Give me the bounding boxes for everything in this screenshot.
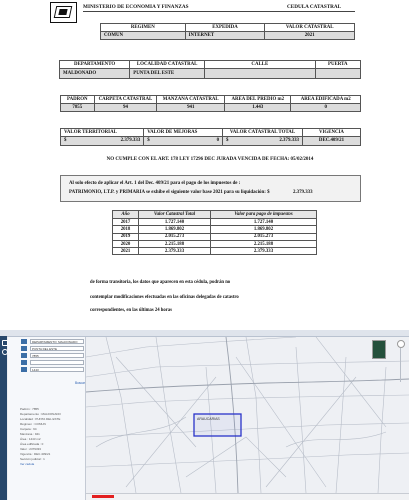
- history-year: 2018: [113, 226, 139, 233]
- history-valor: 1.869.802: [139, 226, 211, 233]
- manzana-value: 941: [157, 103, 225, 111]
- history-year: 2019: [113, 233, 139, 240]
- search-button[interactable]: Buscar: [75, 381, 85, 385]
- carpeta-value: 94: [94, 103, 157, 111]
- padron-header: PADRON: [61, 96, 95, 104]
- puerta-value: [315, 68, 360, 78]
- regimen-table: [100, 23, 355, 40]
- history-pago-header: Valor para pago de impuestos: [211, 211, 317, 219]
- info-line: Departamento : MALDONADO: [20, 412, 61, 416]
- vigencia-header: VIGENCIA: [302, 129, 360, 137]
- tax-base-line-2: PATRIMONIO, I.T.P. y PRIMARIA se exhibe el siguiente valor base 2021 para su liquidación: $: [69, 190, 270, 195]
- area-predio-header: AREA DEL PREDIO m2: [225, 96, 291, 104]
- history-valor: 2.015.273: [139, 233, 211, 240]
- search-icon[interactable]: [2, 349, 8, 355]
- map-top-bar: [0, 330, 409, 337]
- history-row: [113, 240, 317, 247]
- document-type: CEDULA CATASTRAL: [287, 4, 342, 10]
- history-row: [113, 226, 317, 233]
- history-year: 2017: [113, 219, 139, 226]
- info-line: Área : 1443 m2: [20, 437, 41, 441]
- currency-symbol: $: [64, 138, 67, 143]
- valor-catastral-header: VALOR CATASTRAL: [265, 24, 355, 32]
- info-line: Localidad : PUNTA DEL ESTE: [20, 417, 61, 421]
- history-year-header: Año: [113, 211, 139, 219]
- map-left-nav: [0, 336, 7, 500]
- parcel-label: ARAUCARIAS: [197, 417, 220, 421]
- localidad-header: LOCALIDAD CATASTRAL: [130, 61, 205, 69]
- valor-mejoras-cell: [144, 136, 223, 145]
- footer-line-3: correspondientes, en las últimas 24 horas: [90, 308, 172, 313]
- history-valor: 2.215.188: [139, 240, 211, 247]
- history-pago: 2.215.188: [211, 240, 317, 247]
- expedida-value: INTERNET: [185, 31, 265, 39]
- history-valor-header: Valor Catastral Total: [139, 211, 211, 219]
- info-line: Valor : 2379333: [20, 447, 41, 451]
- valor-total-cell: [223, 136, 303, 145]
- history-valor: 1.727.140: [139, 219, 211, 226]
- footer-line-2: contemplar modificaciones efectuadas en las oficinas delegadas de catastro: [90, 295, 239, 300]
- filter-icon: [21, 353, 27, 358]
- departamento-header: DEPARTAMENTO: [60, 61, 130, 69]
- valor-mejoras-header: VALOR DE MEJORAS: [144, 129, 223, 137]
- carpeta-header: CARPETA CATASTRAL: [94, 96, 157, 104]
- filter-icon: [21, 339, 27, 344]
- info-line: Sección judicial : 1: [20, 457, 45, 461]
- localidad-select[interactable]: PUNTA DEL ESTE: [30, 346, 84, 351]
- regimen-value: COMUN: [101, 31, 186, 39]
- history-pago: 1.727.140: [211, 219, 317, 226]
- padron-value: 7855: [61, 103, 95, 111]
- history-row: [113, 219, 317, 226]
- valor-total-header: VALOR CATASTRAL TOTAL: [223, 129, 303, 137]
- area-predio-value: 1.443: [225, 103, 291, 111]
- calle-header: CALLE: [205, 61, 316, 69]
- history-year: 2021: [113, 248, 139, 255]
- filter-icon: [21, 367, 27, 372]
- puerta-header: PUERTA: [315, 61, 360, 69]
- valor-territorial-value: 2.379.333: [120, 138, 141, 143]
- localidad-value: PUNTA DEL ESTE: [130, 68, 205, 78]
- history-pago: 2.379.333: [211, 248, 317, 255]
- info-line: Área edificada : 0: [20, 442, 44, 446]
- expedida-header: EXPEDIDA: [185, 24, 265, 32]
- padron-table: [60, 95, 361, 112]
- ministry-name: MINISTERIO DE ECONOMIA Y FINANZAS: [83, 4, 189, 10]
- logo-mark-fill-icon: [58, 9, 67, 15]
- padron-input[interactable]: 7855: [30, 353, 84, 358]
- history-row: [113, 233, 317, 240]
- history-table: [112, 210, 317, 255]
- values-table: [60, 128, 361, 146]
- currency-symbol: $: [226, 138, 229, 143]
- history-year: 2020: [113, 240, 139, 247]
- tax-base-value: 2.379.333: [293, 190, 313, 195]
- location-table: [59, 60, 361, 79]
- valor-catastral-year: 2021: [265, 31, 355, 39]
- valor-mejoras-value: 0: [216, 138, 220, 143]
- history-row: [113, 248, 317, 255]
- manzana-input[interactable]: [30, 360, 84, 365]
- info-line: Padrón : 7855: [20, 407, 39, 411]
- departamento-select[interactable]: DEPARTAMENTO: MALDONADO: [30, 339, 84, 344]
- basemap-thumbnail[interactable]: [372, 340, 386, 359]
- calle-value: [205, 68, 316, 78]
- info-line: Régimen : COMUN: [20, 422, 46, 426]
- zoom-slider[interactable]: [400, 348, 402, 382]
- valor-territorial-cell: [61, 136, 144, 145]
- home-icon[interactable]: [2, 340, 8, 346]
- area-edificada-value: 0: [291, 103, 361, 111]
- manzana-header: MANZANA CATASTRAL: [157, 96, 225, 104]
- history-valor: 2.379.333: [139, 248, 211, 255]
- header-rule: [83, 11, 355, 12]
- regimen-header: REGIMEN: [101, 24, 186, 32]
- tax-base-box: [60, 175, 361, 202]
- info-line: Vigencia : DEC.409/21: [20, 452, 51, 456]
- area-input[interactable]: 1443: [30, 367, 84, 372]
- area-edificada-header: AREA EDIFICADA m2: [291, 96, 361, 104]
- compliance-notice: NO CUMPLE CON EL ART. 178 LEY 17296 DEC JURADA VENCIDA DE FECHA: 05/02/2014: [106, 157, 314, 162]
- map-viewer: [0, 330, 409, 500]
- zoom-in-icon[interactable]: [397, 340, 405, 348]
- parcel-map[interactable]: [86, 337, 409, 493]
- vigencia-value: DEC.409/21: [302, 136, 360, 145]
- scale-bar: [92, 495, 114, 498]
- history-pago: 1.869.802: [211, 226, 317, 233]
- search-panel: [8, 337, 86, 500]
- view-cedula-link[interactable]: Ver cédula: [20, 462, 35, 466]
- filter-icon: [21, 360, 27, 365]
- info-line: Carpeta : 94: [20, 427, 37, 431]
- valor-total-value: 2.379.333: [279, 138, 299, 143]
- currency-symbol: $: [147, 138, 150, 143]
- history-pago: 2.015.273: [211, 233, 317, 240]
- valor-territorial-header: VALOR TERRITORIAL: [61, 129, 144, 137]
- footer-line-1: de forma transitoria, los datos que aparecen en esta cédula, podrán no: [90, 280, 231, 285]
- filter-icon: [21, 346, 27, 351]
- ministry-logo: [50, 2, 77, 23]
- info-line: Manzana : 941: [20, 432, 40, 436]
- departamento-value: MALDONADO: [60, 68, 130, 78]
- tax-base-line-1: Al solo efecto de aplicar el Art. 1 del Dec. 409/21 para el pago de los impuestos de :: [69, 181, 241, 186]
- map-status-bar: [86, 493, 409, 500]
